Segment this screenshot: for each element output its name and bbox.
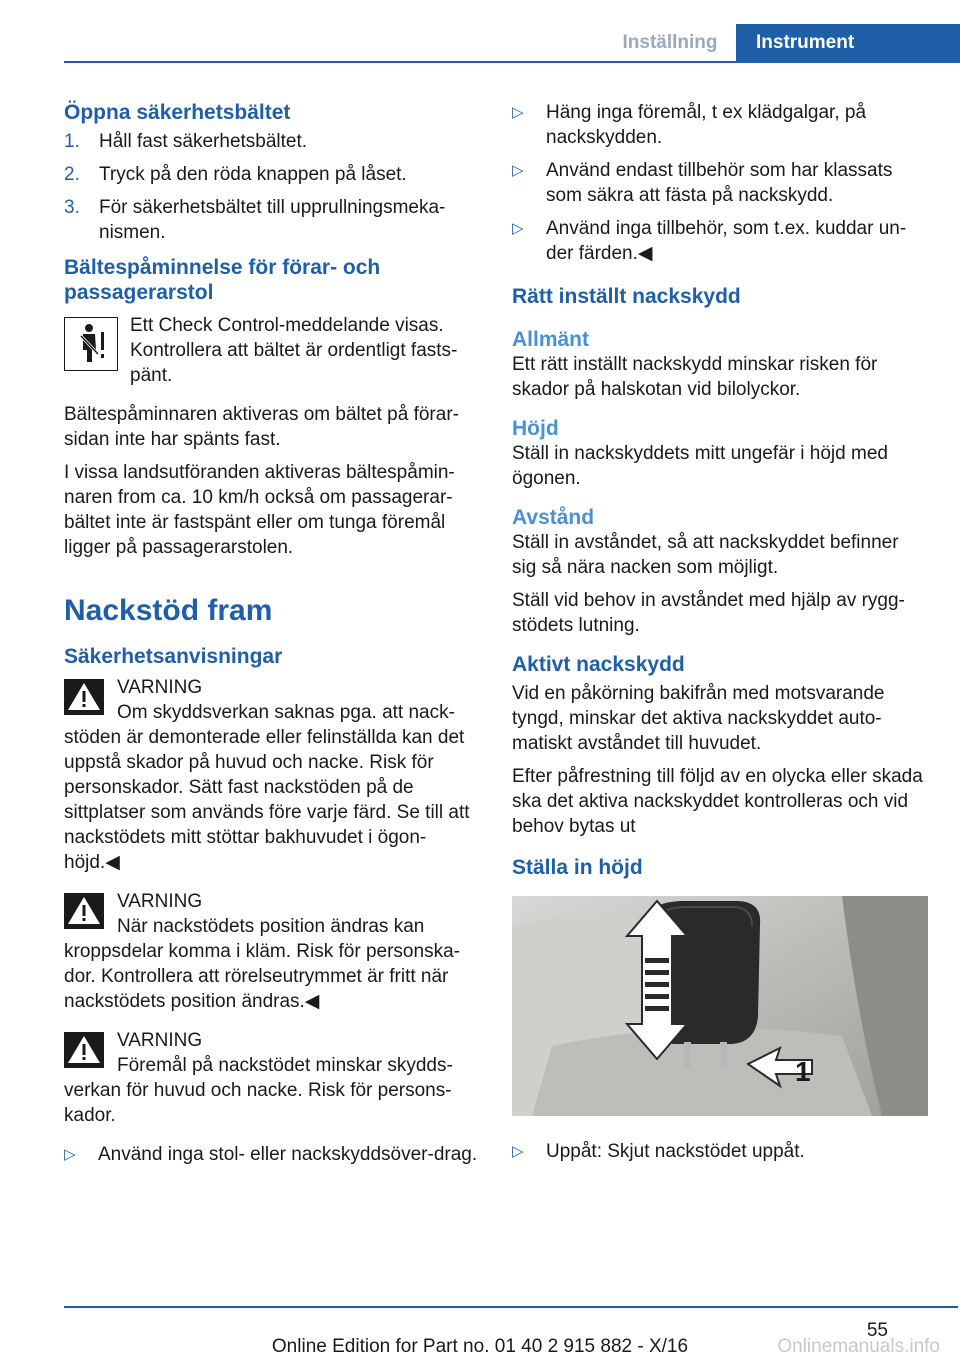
left-column — [64, 100, 478, 1177]
tab-settings[interactable]: Inställning — [622, 32, 718, 53]
list-item: 3. För säkerhetsbältet till upprullningsmeka-nismen. — [64, 197, 446, 243]
warning-text: Föremål på nackstödet minskar skydds-verkan för huvud och nacke. Risk för persons-kador. — [64, 1055, 453, 1126]
page-number: 55 — [866, 1320, 888, 1341]
bullet-triangle-icon: ▷ — [512, 104, 524, 121]
paragraph: Vid en påkörning bakifrån med motsvarande tyngd, minskar det aktiva nackskyddet auto-matiskt avståndet till huvudet. — [512, 683, 885, 754]
warning-title: VARNING — [117, 891, 203, 912]
warning-text: Om skyddsverkan saknas pga. att nack-stöden är demonterade eller felinställda kan det uppstå skador på huvud och nacke. Risk för personskador. Sätt fast nackstöden på de sittplatser som används före varje färd. Se till att nackstödets mitt stöttar bakhuvudet i ögon-höjd.◀ — [64, 702, 470, 873]
footer-rule — [64, 1306, 958, 1308]
warning-block-3 — [64, 1028, 478, 1128]
heading-front-headrest: Nackstöd fram — [64, 594, 273, 627]
bullet-triangle-icon: ▷ — [512, 220, 524, 237]
list-item: ▷ Använd endast tillbehör som har klassats som säkra att fästa på nackskydd. — [512, 160, 893, 206]
bullet-triangle-icon: ▷ — [512, 162, 524, 179]
warning-triangle-icon — [64, 1032, 104, 1068]
heading-safety: Säkerhetsanvisningar — [64, 645, 283, 668]
belt-reminder-text: Ett Check Control-meddelande visas. Kontrollera att bältet är ordentligt fasts-pänt. — [130, 315, 458, 386]
bullet-list — [64, 1142, 478, 1167]
footer-edition: Online Edition for Part no. 01 40 2 915 882 - X/16 — [271, 1336, 689, 1357]
paragraph: Ställ in nackskyddets mitt ungefär i höjd med ögonen. — [512, 443, 888, 489]
belt-reminder-block — [64, 313, 478, 388]
photo-label: 1 — [795, 1056, 811, 1087]
warning-block-1 — [64, 675, 478, 875]
headrest-photo — [512, 896, 928, 1116]
bullet-list — [512, 1139, 926, 1164]
list-item: ▷ Uppåt: Skjut nackstödet uppåt. — [512, 1141, 805, 1162]
tab-instrument[interactable]: Instrument — [736, 24, 960, 61]
list-item: ▷ Häng inga föremål, t ex klädgalgar, på nackskydden. — [512, 102, 867, 148]
warning-triangle-icon — [64, 893, 104, 929]
warning-title: VARNING — [117, 1030, 203, 1051]
warning-title: VARNING — [117, 677, 203, 698]
paragraph: Bältespåminnaren aktiveras om bältet på förar-sidan inte har spänts fast. — [64, 404, 459, 450]
heading-belt-reminder: Bältespåminnelse för förar- och passagerarstol — [64, 256, 381, 304]
heading-height: Höjd — [512, 417, 559, 440]
heading-general: Allmänt — [512, 328, 590, 351]
heading-set-height: Ställa in höjd — [512, 856, 643, 879]
list-item: 1. Håll fast säkerhetsbältet. — [64, 131, 308, 152]
paragraph: Ställ vid behov in avståndet med hjälp av rygg-stödets lutning. — [512, 590, 905, 636]
heading-active-headrest: Aktivt nackskydd — [512, 653, 685, 676]
list-item: ▷ Använd inga stol- eller nackskyddsöver-drag. — [64, 1144, 478, 1165]
seatbelt-warning-icon — [64, 317, 118, 371]
watermark: Onlinemanuals.info — [777, 1336, 940, 1357]
list-item: ▷ Använd inga tillbehör, som t.ex. kuddar un-der färden.◀ — [512, 218, 907, 264]
heading-open-seatbelt: Öppna säkerhetsbältet — [64, 101, 291, 124]
bullet-triangle-icon: ▷ — [64, 1146, 76, 1163]
header-rule — [64, 61, 960, 63]
paragraph: Efter påfrestning till följd av en olycka eller skada ska det aktiva nackskyddet kontrolleras och vid behov bytas ut — [512, 766, 923, 837]
heading-distance: Avstånd — [512, 506, 595, 529]
warning-block-2 — [64, 889, 478, 1014]
warning-text: När nackstödets position ändras kan kroppsdelar komma i kläm. Risk för personska-dor. Kontrollera att rörelseutrymmet är fritt när nackstödets position ändras.◀ — [64, 916, 460, 1012]
list-item: 2. Tryck på den röda knappen på låset. — [64, 164, 407, 185]
paragraph: I vissa landsutföranden aktiveras bältespåmin-naren from ca. 10 km/h också om passagerar-bältet inte är fastspänt eller om tunga föremål ligger på passagerarstolen. — [64, 462, 455, 558]
bullet-triangle-icon: ▷ — [512, 1143, 524, 1160]
paragraph: Ställ in avståndet, så att nackskyddet befinner sig så nära nacken som möjligt. — [512, 532, 899, 578]
open-steps-list — [64, 129, 478, 245]
heading-correct-headrest: Rätt inställt nackskydd — [512, 285, 741, 308]
bullet-list — [512, 100, 926, 266]
right-column — [512, 100, 926, 1174]
warning-triangle-icon — [64, 679, 104, 715]
paragraph: Ett rätt inställt nackskydd minskar risken för skador på halskotan vid bilolyckor. — [512, 354, 878, 400]
